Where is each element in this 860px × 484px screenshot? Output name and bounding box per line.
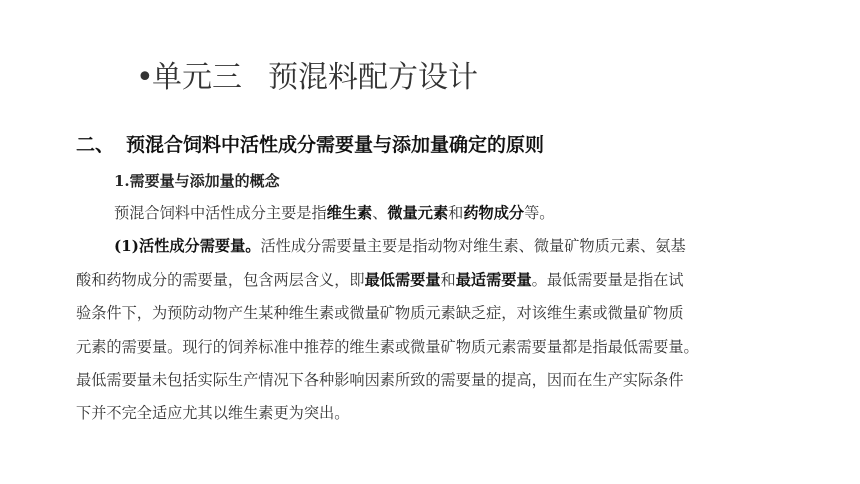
paragraph-2-line-6: 下并不完全适应尤其以维生素更为突出。 (76, 404, 350, 423)
p1-text-4: 等。 (524, 204, 555, 222)
paragraph-2-line-3: 验条件下，为预防动物产生某种维生素或微量矿物质元素缺乏症，对该维生素或微量矿物质 (76, 304, 684, 323)
p1-text-3: 和 (448, 204, 464, 222)
p1-bold-vitamin: 维生素 (326, 204, 373, 222)
section-heading (76, 131, 544, 159)
section-heading-text: 预混合饲料中活性成分需要量与添加量确定的原则 (126, 134, 545, 156)
p2-lead-bold: (1)活性成分需要量。 (114, 237, 261, 256)
title-unit: 单元三 (152, 60, 242, 95)
paragraph-1 (76, 197, 816, 230)
p1-bold-drug: 药物成分 (463, 204, 525, 222)
p1-text-1: 预混合饲料中活性成分主要是指 (114, 204, 327, 222)
p2-line2-text-c: 和 (440, 270, 456, 289)
body-text (76, 197, 816, 431)
title-topic-text: 预混料配方设计 (268, 60, 478, 95)
p2-bold-optimal-requirement: 最适需要量 (455, 270, 532, 289)
slide-title (136, 58, 478, 98)
paragraph-2-line-2 (76, 264, 816, 297)
paragraph-2-line-5: 最低需要量未包括实际生产情况下各种影响因素所致的需要量的提高，因而在生产实际条件 (76, 371, 684, 390)
p2-bold-min-requirement: 最低需要量 (364, 270, 441, 289)
p2-line1-text: 活性成分需要量主要是指动物对维生素、微量矿物质元素、氨基 (260, 237, 686, 256)
p2-line2-text-a: 酸和药物成分的需要量，包含两层含义，即 (76, 270, 365, 289)
p1-bold-trace-elements: 微量元素 (387, 204, 449, 222)
section-number: 二、 (76, 134, 115, 156)
paragraph-2-line-4: 元素的需要量。现行的饲养标准中推荐的维生素或微量矿物质元素需要量都是指最低需要量。 (76, 337, 699, 356)
title-bullet: • (136, 60, 154, 95)
p1-text-2: 、 (372, 204, 388, 222)
paragraph-2-line-1 (76, 230, 816, 263)
subsection-label: 1.需要量与添加量的概念 (114, 172, 280, 190)
p2-line2-text-d: 。最低需要量是指在试 (531, 270, 684, 289)
